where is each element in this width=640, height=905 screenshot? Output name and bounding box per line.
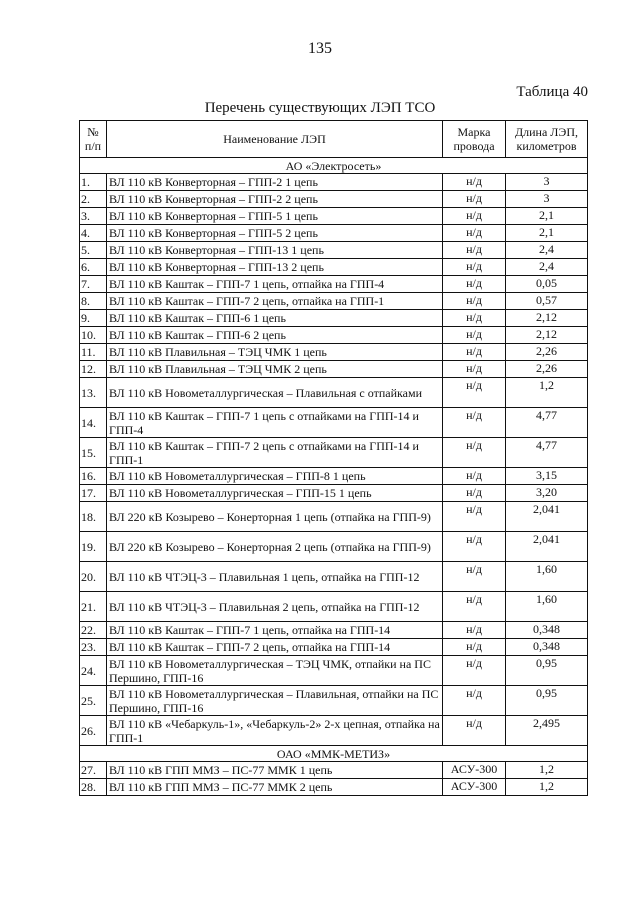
line-length: 3: [506, 174, 588, 191]
line-name: ВЛ 110 кВ ГПП ММЗ – ПС-77 ММК 2 цепь: [107, 779, 443, 796]
row-number: 15.: [80, 438, 107, 468]
line-name: ВЛ 110 кВ Каштак – ГПП-7 2 цепь, отпайка на ГПП-14: [107, 639, 443, 656]
row-number: 1.: [80, 174, 107, 191]
org-name: АО «Электросеть»: [80, 158, 588, 174]
wire-mark: АСУ-300: [443, 762, 506, 779]
table-row: [80, 686, 588, 716]
table-row: [80, 174, 588, 191]
wire-mark: н/д: [443, 532, 506, 562]
org-row: [80, 746, 588, 762]
row-number: 25.: [80, 686, 107, 716]
table-row: [80, 276, 588, 293]
line-length: 2,041: [506, 502, 588, 532]
line-name: ВЛ 110 кВ ГПП ММЗ – ПС-77 ММК 1 цепь: [107, 762, 443, 779]
wire-mark: н/д: [443, 225, 506, 242]
line-name: ВЛ 110 кВ Новометаллургическая – ТЭЦ ЧМК, отпайки на ПС Першино, ГПП-16: [107, 656, 443, 686]
table-row: [80, 361, 588, 378]
table-row: [80, 502, 588, 532]
row-number: 12.: [80, 361, 107, 378]
line-length: 2,12: [506, 310, 588, 327]
wire-mark: н/д: [443, 716, 506, 746]
wire-mark: н/д: [443, 438, 506, 468]
line-length: 2,495: [506, 716, 588, 746]
table-row: [80, 208, 588, 225]
row-number: 16.: [80, 468, 107, 485]
org-row: [80, 158, 588, 174]
wire-mark: н/д: [443, 327, 506, 344]
table-row: [80, 485, 588, 502]
table-row: [80, 762, 588, 779]
line-length: 3,20: [506, 485, 588, 502]
line-name: ВЛ 110 кВ Каштак – ГПП-7 1 цепь с отпайками на ГПП-14 и ГПП-4: [107, 408, 443, 438]
wire-mark: н/д: [443, 191, 506, 208]
table-row: [80, 716, 588, 746]
table-row: [80, 408, 588, 438]
table-label: Таблица 40: [516, 84, 588, 100]
line-length: 0,348: [506, 639, 588, 656]
wire-mark: н/д: [443, 656, 506, 686]
table-row: [80, 656, 588, 686]
table-row: [80, 622, 588, 639]
line-length: 1,60: [506, 592, 588, 622]
table-row: [80, 592, 588, 622]
line-name: ВЛ 110 кВ Новометаллургическая – Плавильная, отпайки на ПС Першино, ГПП-16: [107, 686, 443, 716]
line-name: ВЛ 220 кВ Козырево – Конерторная 1 цепь (отпайка на ГПП-9): [107, 502, 443, 532]
row-number: 13.: [80, 378, 107, 408]
table-row: [80, 532, 588, 562]
table-header-row: [80, 121, 588, 158]
wire-mark: н/д: [443, 485, 506, 502]
table-row: [80, 779, 588, 796]
line-length: 2,4: [506, 242, 588, 259]
table-row: [80, 327, 588, 344]
row-number: 17.: [80, 485, 107, 502]
line-name: ВЛ 110 кВ Новометаллургическая – Плавильная с отпайками: [107, 378, 443, 408]
header-num: № п/п: [80, 121, 107, 158]
row-number: 26.: [80, 716, 107, 746]
table-row: [80, 344, 588, 361]
line-length: 3: [506, 191, 588, 208]
row-number: 28.: [80, 779, 107, 796]
line-length: 1,60: [506, 562, 588, 592]
line-name: ВЛ 110 кВ Каштак – ГПП-6 1 цепь: [107, 310, 443, 327]
wire-mark: н/д: [443, 686, 506, 716]
line-length: 1,2: [506, 762, 588, 779]
wire-mark: н/д: [443, 622, 506, 639]
row-number: 11.: [80, 344, 107, 361]
line-length: 1,2: [506, 378, 588, 408]
row-number: 9.: [80, 310, 107, 327]
line-name: ВЛ 220 кВ Козырево – Конерторная 2 цепь (отпайка на ГПП-9): [107, 532, 443, 562]
wire-mark: н/д: [443, 378, 506, 408]
line-length: 0,05: [506, 276, 588, 293]
table-row: [80, 242, 588, 259]
table-row: [80, 438, 588, 468]
row-number: 7.: [80, 276, 107, 293]
line-length: 2,1: [506, 225, 588, 242]
row-number: 10.: [80, 327, 107, 344]
document-title: Перечень существующих ЛЭП ТСО: [204, 100, 436, 116]
wire-mark: АСУ-300: [443, 779, 506, 796]
org-name: ОАО «ММК-МЕТИЗ»: [80, 746, 588, 762]
row-number: 20.: [80, 562, 107, 592]
wire-mark: н/д: [443, 361, 506, 378]
line-name: ВЛ 110 кВ ЧТЭЦ-3 – Плавильная 1 цепь, отпайка на ГПП-12: [107, 562, 443, 592]
line-length: 2,12: [506, 327, 588, 344]
wire-mark: н/д: [443, 208, 506, 225]
wire-mark: н/д: [443, 293, 506, 310]
line-name: ВЛ 110 кВ Плавильная – ТЭЦ ЧМК 1 цепь: [107, 344, 443, 361]
row-number: 22.: [80, 622, 107, 639]
wire-mark: н/д: [443, 174, 506, 191]
line-name: ВЛ 110 кВ Конверторная – ГПП-5 2 цепь: [107, 225, 443, 242]
line-name: ВЛ 110 кВ Каштак – ГПП-7 1 цепь, отпайка на ГПП-4: [107, 276, 443, 293]
line-name: ВЛ 110 кВ Новометаллургическая – ГПП-8 1 цепь: [107, 468, 443, 485]
table-row: [80, 562, 588, 592]
line-name: ВЛ 110 кВ ЧТЭЦ-3 – Плавильная 2 цепь, отпайка на ГПП-12: [107, 592, 443, 622]
row-number: 2.: [80, 191, 107, 208]
row-number: 8.: [80, 293, 107, 310]
table-row: [80, 225, 588, 242]
line-name: ВЛ 110 кВ Конверторная – ГПП-5 1 цепь: [107, 208, 443, 225]
line-length: 0,95: [506, 686, 588, 716]
line-name: ВЛ 110 кВ Каштак – ГПП-6 2 цепь: [107, 327, 443, 344]
line-length: 2,041: [506, 532, 588, 562]
table-row: [80, 310, 588, 327]
line-name: ВЛ 110 кВ Каштак – ГПП-7 1 цепь, отпайка на ГПП-14: [107, 622, 443, 639]
wire-mark: н/д: [443, 259, 506, 276]
row-number: 14.: [80, 408, 107, 438]
line-name: ВЛ 110 кВ Конверторная – ГПП-2 2 цепь: [107, 191, 443, 208]
header-mark: Марка провода: [443, 121, 506, 158]
table-body: [80, 158, 588, 796]
wire-mark: н/д: [443, 276, 506, 293]
row-number: 18.: [80, 502, 107, 532]
wire-mark: н/д: [443, 592, 506, 622]
line-length: 4,77: [506, 408, 588, 438]
row-number: 24.: [80, 656, 107, 686]
row-number: 21.: [80, 592, 107, 622]
line-length: 4,77: [506, 438, 588, 468]
line-name: ВЛ 110 кВ Новометаллургическая – ГПП-15 1 цепь: [107, 485, 443, 502]
power-lines-table: [79, 120, 588, 796]
row-number: 4.: [80, 225, 107, 242]
header-length: Длина ЛЭП, километров: [506, 121, 588, 158]
line-name: ВЛ 110 кВ Конверторная – ГПП-13 2 цепь: [107, 259, 443, 276]
line-name: ВЛ 110 кВ Каштак – ГПП-7 2 цепь с отпайками на ГПП-14 и ГПП-1: [107, 438, 443, 468]
line-name: ВЛ 110 кВ Плавильная – ТЭЦ ЧМК 2 цепь: [107, 361, 443, 378]
line-length: 2,26: [506, 361, 588, 378]
line-length: 3,15: [506, 468, 588, 485]
page-number: 135: [308, 40, 332, 57]
wire-mark: н/д: [443, 242, 506, 259]
line-length: 0,57: [506, 293, 588, 310]
line-length: 2,1: [506, 208, 588, 225]
line-length: 0,95: [506, 656, 588, 686]
line-length: 2,26: [506, 344, 588, 361]
table-row: [80, 639, 588, 656]
line-name: ВЛ 110 кВ Конверторная – ГПП-2 1 цепь: [107, 174, 443, 191]
table-row: [80, 468, 588, 485]
line-length: 2,4: [506, 259, 588, 276]
wire-mark: н/д: [443, 639, 506, 656]
wire-mark: н/д: [443, 502, 506, 532]
line-name: ВЛ 110 кВ «Чебаркуль-1», «Чебаркуль-2» 2-х цепная, отпайка на ГПП-1: [107, 716, 443, 746]
wire-mark: н/д: [443, 310, 506, 327]
row-number: 23.: [80, 639, 107, 656]
table-row: [80, 259, 588, 276]
line-name: ВЛ 110 кВ Каштак – ГПП-7 2 цепь, отпайка на ГПП-1: [107, 293, 443, 310]
row-number: 5.: [80, 242, 107, 259]
line-length: 1,2: [506, 779, 588, 796]
table-row: [80, 191, 588, 208]
row-number: 27.: [80, 762, 107, 779]
row-number: 19.: [80, 532, 107, 562]
line-name: ВЛ 110 кВ Конверторная – ГПП-13 1 цепь: [107, 242, 443, 259]
header-name: Наименование ЛЭП: [107, 121, 443, 158]
row-number: 6.: [80, 259, 107, 276]
wire-mark: н/д: [443, 408, 506, 438]
wire-mark: н/д: [443, 468, 506, 485]
wire-mark: н/д: [443, 562, 506, 592]
line-length: 0,348: [506, 622, 588, 639]
row-number: 3.: [80, 208, 107, 225]
wire-mark: н/д: [443, 344, 506, 361]
table-row: [80, 293, 588, 310]
table-row: [80, 378, 588, 408]
